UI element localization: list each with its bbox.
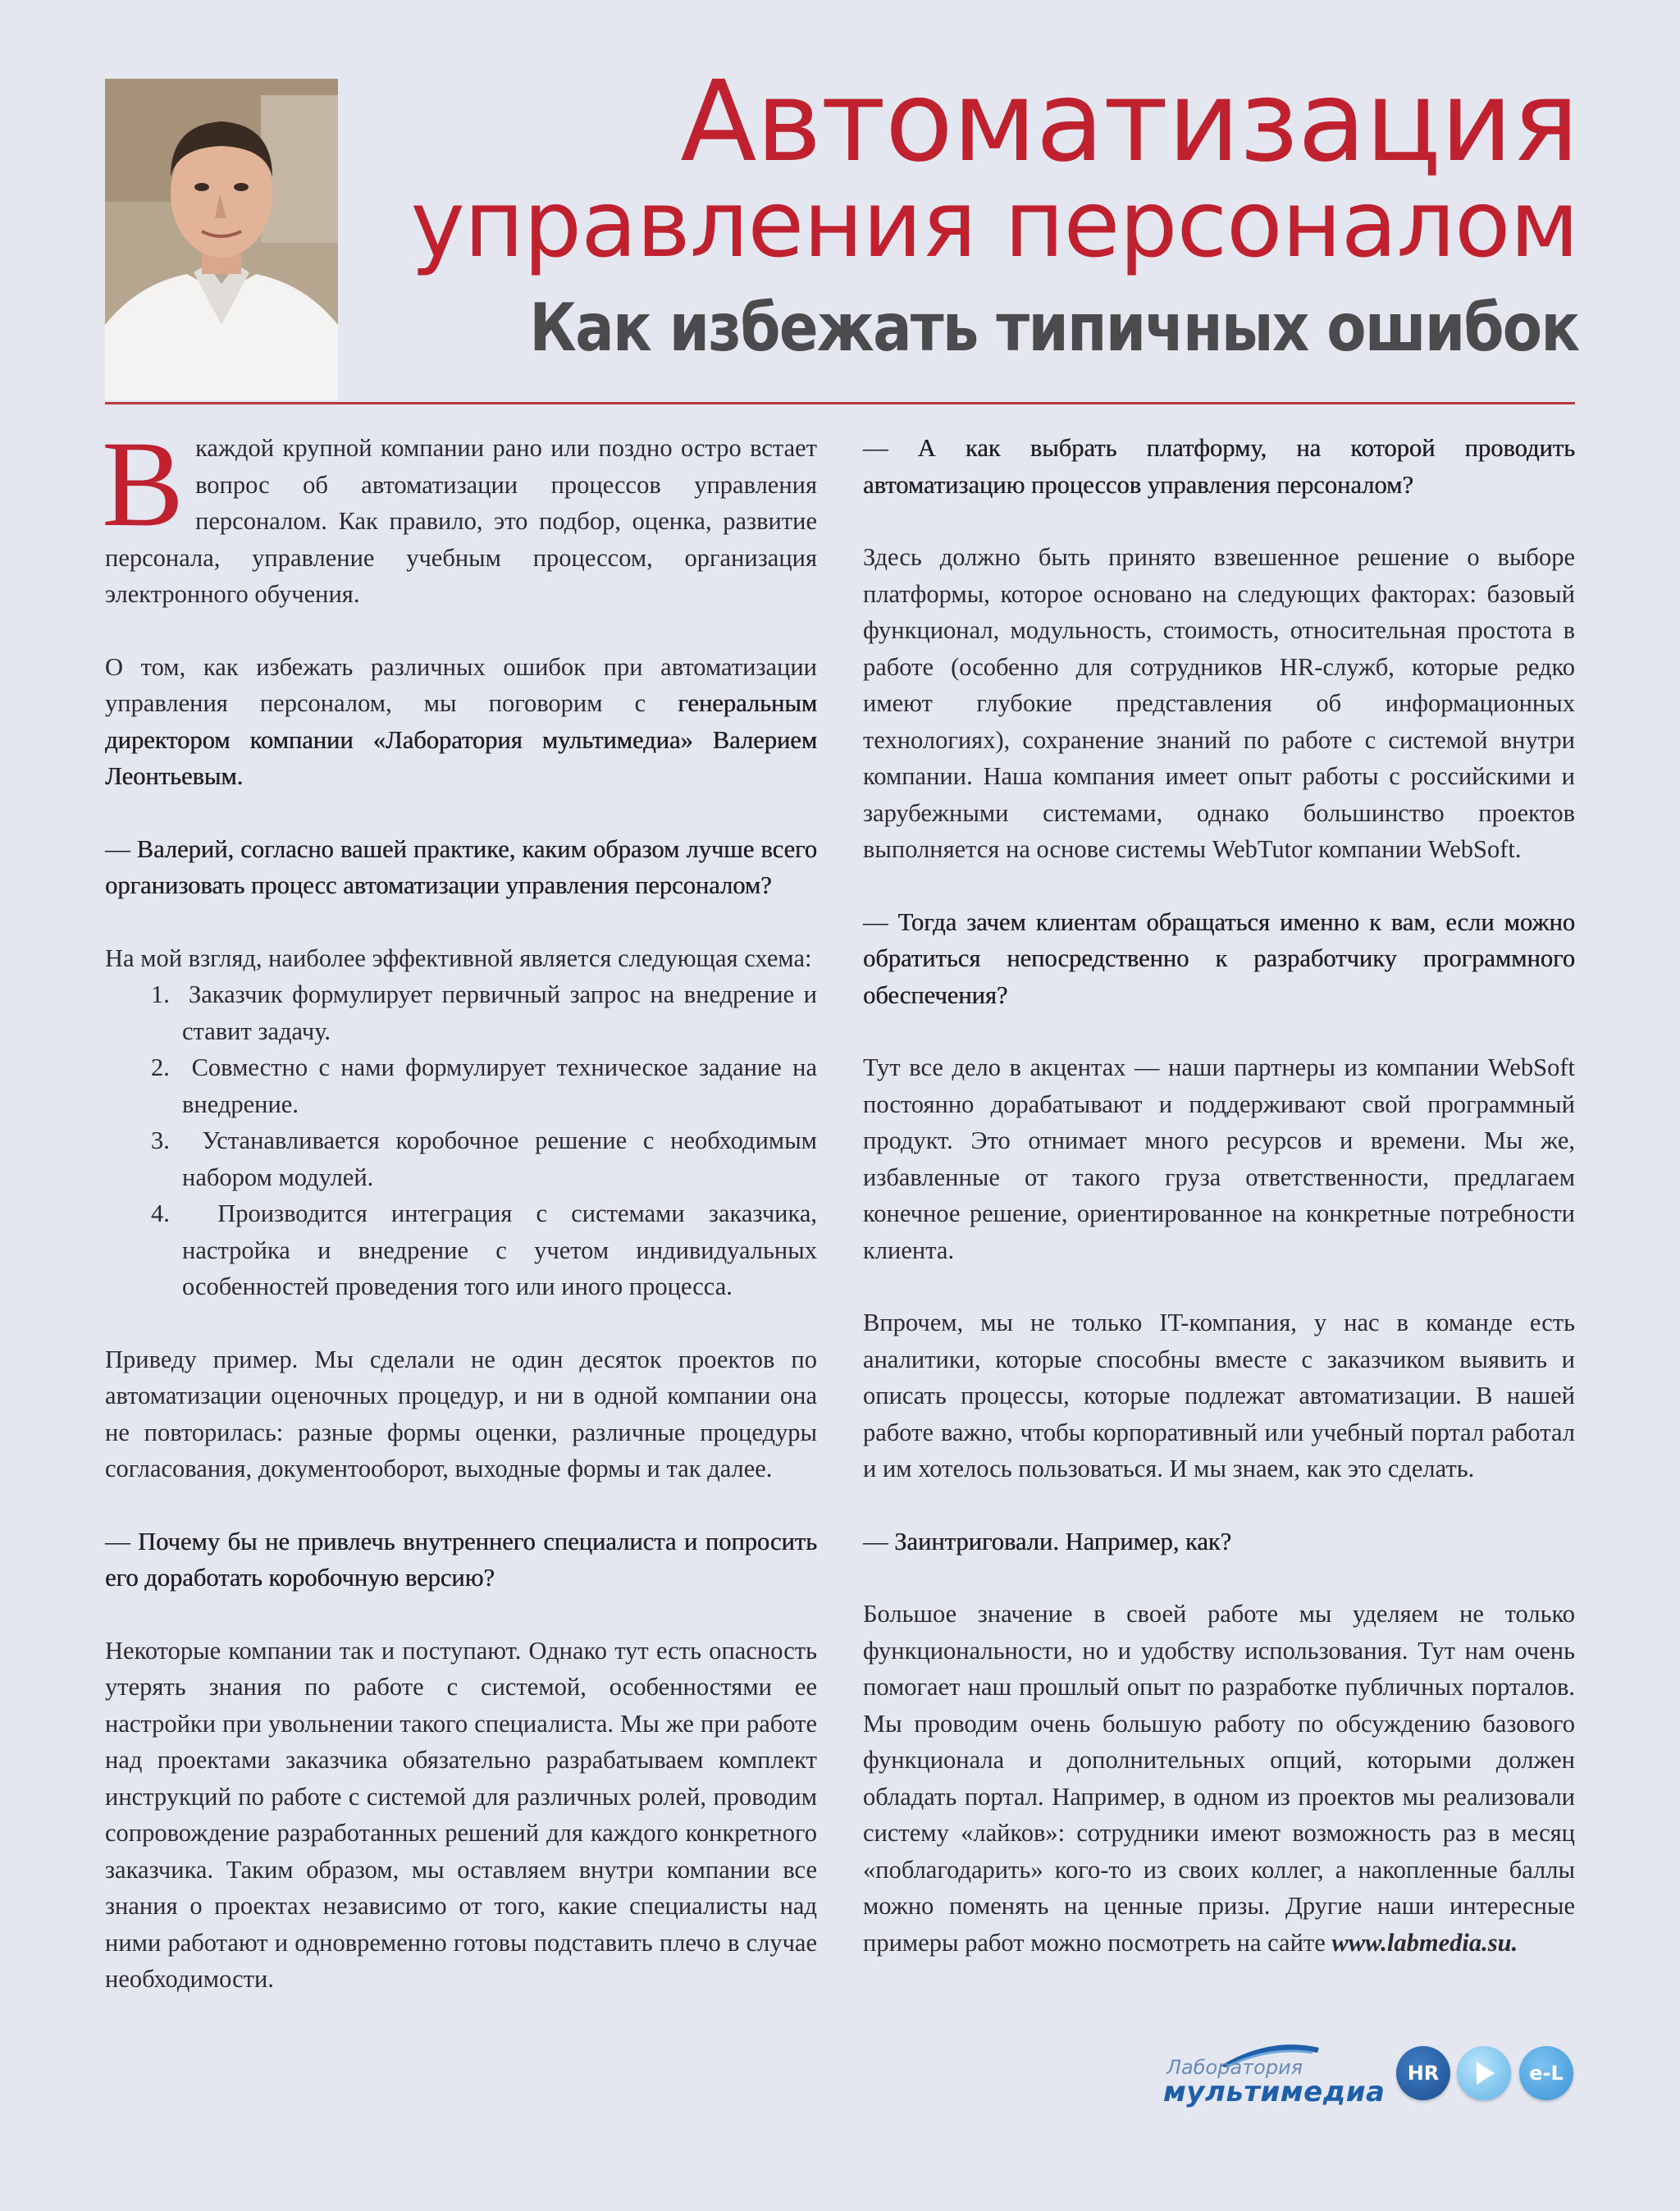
list-text: Совместно с нами формулирует техническое задание на внедрение. [182, 1053, 818, 1118]
portrait-photo [105, 79, 338, 400]
list-item [105, 976, 817, 1049]
intro-text: каждой крупной компании рано или поздно остро встает вопрос об автоматизации процессов управления персоналом. Как правило, это подбор, оценка, развитие персонала, управление учебным процессом, организация электронного обучения. [105, 434, 817, 608]
list-item [105, 1049, 817, 1122]
answer-1-lead: На мой взгляд, наиболее эффективной является следующая схема: [105, 943, 812, 972]
elearning-badge-icon [1519, 2046, 1573, 2100]
list-item [105, 1122, 817, 1195]
play-icon [1457, 2046, 1511, 2100]
logo-big-text: мультимедиа [1163, 2076, 1386, 2108]
interviewee-name: генеральным директором компании «Лаборатория мультимедиа» Валерием Леонтьевым. [105, 689, 817, 790]
list-item [105, 1195, 817, 1305]
question-3: — А как выбрать платформу, на которой проводить автоматизацию процессов управления персоналом? [863, 434, 1575, 499]
question-4: — Тогда зачем клиентам обращаться именно к вам, если можно обратиться непосредственно к разработчику программного обеспечения? [863, 907, 1575, 1009]
question-1: — Валерий, согласно вашей практике, каким образом лучше всего организовать процесс автоматизации управления персоналом? [105, 834, 817, 899]
left-column [102, 416, 818, 2034]
question-5: — Заинтриговали. Например, как? [863, 1527, 1232, 1555]
list-text: Производится интеграция с системами заказчика, настройка и внедрение с учетом индивидуальных особенностей проведения того или иного процесса. [182, 1199, 818, 1300]
answer-1 [105, 940, 817, 1305]
right-column [863, 430, 1575, 1997]
portrait-illustration [105, 79, 338, 400]
hr-badge-label: HR [1407, 2062, 1440, 2085]
hr-badge-icon [1396, 2046, 1450, 2100]
interviewee-paragraph [105, 649, 817, 795]
list-text: Устанавливается коробочное решение с необходимым набором модулей. [182, 1126, 817, 1191]
title-divider [105, 402, 1575, 404]
answer-2: Некоторые компании так и поступают. Однако тут есть опасность утерять знания по работе с системой, особенностями ее настройки при увольнении такого специалиста. Мы же при работе над проектами заказчика обязательно разрабатываем комплект инструкций по работе с системой для различных ролей, проводим сопровождение разработанных решений для каждого конкретного заказчика. Таким образом, мы оставляем внутри компании все знания о проектах независимо от того, какие специалисты над ними работают и одновременно готовы подставить плечо в случае необходимости. [105, 1636, 817, 1993]
article-title-line-1: Автоматизация [680, 57, 1578, 187]
website-link[interactable]: www.labmedia.su. [1331, 1928, 1518, 1957]
logo-small-text: Лаборатория [1166, 2056, 1303, 2079]
interviewee-lead: О том, как избежать различных ошибок при автоматизации управления персоналом, мы поговорим с [105, 652, 817, 717]
drop-cap: В [102, 416, 185, 552]
badge-row [1396, 2046, 1577, 2105]
answer-3: Здесь должно быть принято взвешенное решение о выборе платформы, которое основано на следующих факторах: базовый функционал, модульность, стоимость, относительная простота в работе (особенно для сотрудников HR-служб, которые редко имеют глубокие представления об информационных технологиях), сохранение знаний по работе с системой внутри компании. Наша компания имеет опыт работы с российскими и зарубежными системами, однако большинство проектов выполняется на основе системы WebTutor компании WebSoft. [863, 543, 1575, 863]
process-steps-list [105, 976, 817, 1305]
list-number: 3. [151, 1126, 170, 1154]
elearning-badge-label: e-L [1529, 2062, 1564, 2085]
article-title-line-2: управления персоналом [410, 171, 1578, 278]
question-2: — Почему бы не привлечь внутреннего специалиста и попросить его доработать коробочную версию? [105, 1527, 817, 1592]
company-logo [1163, 2041, 1386, 2108]
list-text: Заказчик формулирует первичный запрос на внедрение и ставит задачу. [182, 980, 817, 1045]
answer-5 [863, 1596, 1575, 1961]
intro-paragraph [102, 416, 817, 613]
list-number: 4. [151, 1199, 170, 1227]
article-subtitle: Как избежать типичных ошибок [528, 290, 1578, 366]
answer-1-example: Приведу пример. Мы сделали не один десяток проектов по автоматизации оценочных процедур, и ни в одной компании она не повторилась: разные формы оценки, различные процедуры согласования, документооборот, выходные формы и так далее. [105, 1345, 817, 1482]
answer-4: Тут все дело в акцентах — наши партнеры из компании WebSoft постоянно дорабатывают и поддерживают свой программный продукт. Это отнимает много ресурсов и времени. Мы же, избавленные от такого груза ответственности, предлагаем конечное решение, ориентированное на конкретные потребности клиента. [863, 1053, 1575, 1264]
answer-4-continued: Впрочем, мы не только IT-компания, у нас в команде есть аналитики, которые способны вместе с заказчиком выявить и описать процессы, которые подлежат автоматизации. В нашей работе важно, чтобы корпоративный или учебный портал работал и им хотелось пользоваться. И мы знаем, как это сделать. [863, 1309, 1575, 1482]
list-number: 1. [151, 980, 170, 1008]
play-triangle-icon [1472, 2060, 1496, 2086]
answer-5-text: Большое значение в своей работе мы уделяем не только функциональности, но и удобству использования. Тут нам очень помогает наш прошлый опыт по разработке публичных порталов. Мы проводим очень большую работу по обсуждению базового функционала и дополнительных опций, которыми должен обладать портал. Например, в одном из проектов мы реализовали систему «лайков»: сотрудники имеют возможность раз в месяц «поблагодарить» кого-то из своих коллег, а накопленные баллы можно поменять на ценные призы. Другие наши интересные примеры работ можно посмотреть на сайте [863, 1600, 1575, 1957]
list-number: 2. [151, 1053, 170, 1081]
